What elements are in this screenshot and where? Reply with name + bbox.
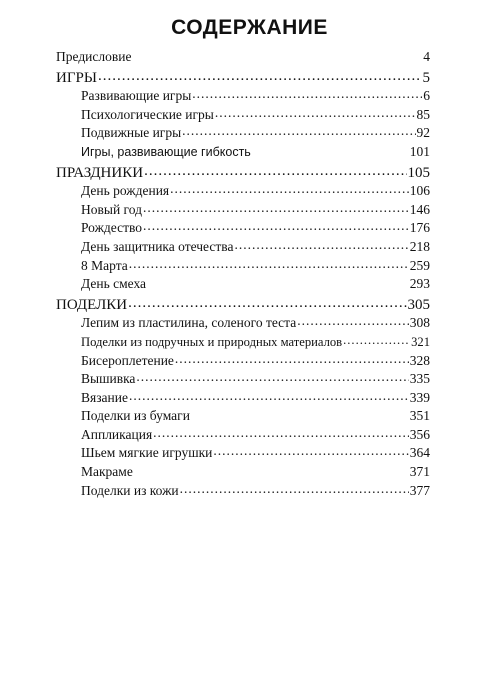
toc-leader-dots bbox=[144, 162, 406, 181]
toc-entry-page: 339 bbox=[409, 389, 430, 405]
toc-leader-dots bbox=[234, 236, 408, 255]
toc-entry-label: Предисловие bbox=[56, 49, 132, 64]
toc-entry-label: Поделки из подручных и природных материалов bbox=[81, 334, 343, 349]
toc-leader-dots bbox=[215, 104, 416, 123]
toc-leader-dots bbox=[143, 199, 409, 218]
toc-entry-page: 293 bbox=[409, 276, 430, 292]
toc-entry bbox=[56, 143, 430, 162]
toc-entry-label: Психологические игры bbox=[81, 106, 214, 122]
toc-entry-label: Поделки из бумаги bbox=[81, 408, 190, 424]
toc-entry bbox=[56, 124, 430, 143]
toc-entry-label: День рождения bbox=[81, 183, 170, 199]
toc-entry-label: Новый год bbox=[81, 201, 142, 217]
toc-entry-page: 328 bbox=[409, 352, 430, 368]
toc-entry-label: ИГРЫ bbox=[56, 69, 97, 86]
toc-entry bbox=[56, 444, 430, 463]
toc-entry-label: День смеха bbox=[81, 276, 147, 292]
toc-entry-label: Поделки из кожи bbox=[81, 482, 179, 498]
toc-entry-label: Подвижные игры bbox=[81, 125, 182, 141]
toc-entry bbox=[56, 275, 430, 294]
toc-leader-dots bbox=[297, 312, 409, 331]
toc-entry-page: 218 bbox=[409, 238, 430, 254]
toc-entry-page: 5 bbox=[422, 69, 430, 86]
toc-entry-page: 146 bbox=[409, 201, 430, 217]
toc-entry-page: 259 bbox=[409, 257, 430, 273]
toc-entry-label: ПОДЕЛКИ bbox=[56, 296, 128, 313]
toc-leader-dots bbox=[143, 217, 409, 236]
toc-entry-label: Шьем мягкие игрушки bbox=[81, 445, 213, 461]
toc-entry-page: 321 bbox=[411, 334, 430, 349]
toc-entry-label: ПРАЗДНИКИ bbox=[56, 164, 144, 181]
toc-entry-label: Развивающие игры bbox=[81, 88, 192, 104]
toc-entry-label: Рождество bbox=[81, 220, 143, 236]
table-of-contents bbox=[56, 48, 430, 500]
toc-entry-page: 106 bbox=[409, 183, 430, 199]
toc-leader-dots bbox=[343, 331, 410, 350]
toc-leader-dots bbox=[136, 368, 408, 387]
toc-leader-dots bbox=[170, 180, 409, 199]
page-title: СОДЕРЖАНИЕ bbox=[171, 16, 328, 39]
toc-entry-label: 8 Марта bbox=[81, 257, 128, 273]
toc-leader-dots bbox=[213, 442, 408, 461]
toc-entry-page: 101 bbox=[409, 143, 430, 159]
toc-entry-label: Игры, развивающие гибкость bbox=[81, 144, 251, 159]
toc-entry-page: 176 bbox=[409, 220, 430, 236]
toc-entry-page: 105 bbox=[407, 164, 430, 181]
toc-entry-label: День защитника отечества bbox=[81, 238, 234, 254]
toc-entry-page: 308 bbox=[409, 315, 430, 331]
toc-leader-dots bbox=[129, 255, 409, 274]
toc-entry-page: 85 bbox=[416, 106, 430, 122]
toc-entry-label: Макраме bbox=[81, 464, 133, 480]
toc-entry-label: Лепим из пластилина, соленого теста bbox=[81, 315, 297, 331]
toc-leader-dots bbox=[153, 424, 409, 443]
toc-entry-page: 335 bbox=[409, 371, 430, 387]
toc-entry-page: 351 bbox=[409, 408, 430, 424]
toc-entry-page: 377 bbox=[409, 482, 430, 498]
toc-entry-page: 356 bbox=[409, 426, 430, 442]
toc-entry-page: 364 bbox=[409, 445, 430, 461]
toc-leader-dots bbox=[192, 85, 422, 104]
toc-entry-label: Аппликация bbox=[81, 426, 153, 442]
toc-entry-page: 4 bbox=[423, 49, 430, 64]
toc-entry-label: Вязание bbox=[81, 389, 128, 405]
toc-entry bbox=[56, 389, 430, 408]
toc-entry-preface bbox=[56, 48, 430, 67]
toc-entry bbox=[56, 482, 430, 501]
toc-entry-label: Вышивка bbox=[81, 371, 136, 387]
toc-leader-dots bbox=[175, 350, 409, 369]
toc-entry-page: 6 bbox=[423, 88, 430, 104]
toc-leader-dots bbox=[180, 480, 409, 499]
toc-entry-page: 92 bbox=[416, 125, 430, 141]
toc-entry-label: Бисероплетение bbox=[81, 352, 174, 368]
toc-leader-dots bbox=[182, 122, 415, 141]
toc-leader-dots bbox=[129, 387, 409, 406]
toc-leader-dots bbox=[128, 294, 406, 313]
toc-entry bbox=[56, 257, 430, 276]
toc-entry-page: 305 bbox=[407, 296, 430, 313]
toc-entry-page: 371 bbox=[409, 464, 430, 480]
toc-leader-dots bbox=[98, 67, 422, 86]
